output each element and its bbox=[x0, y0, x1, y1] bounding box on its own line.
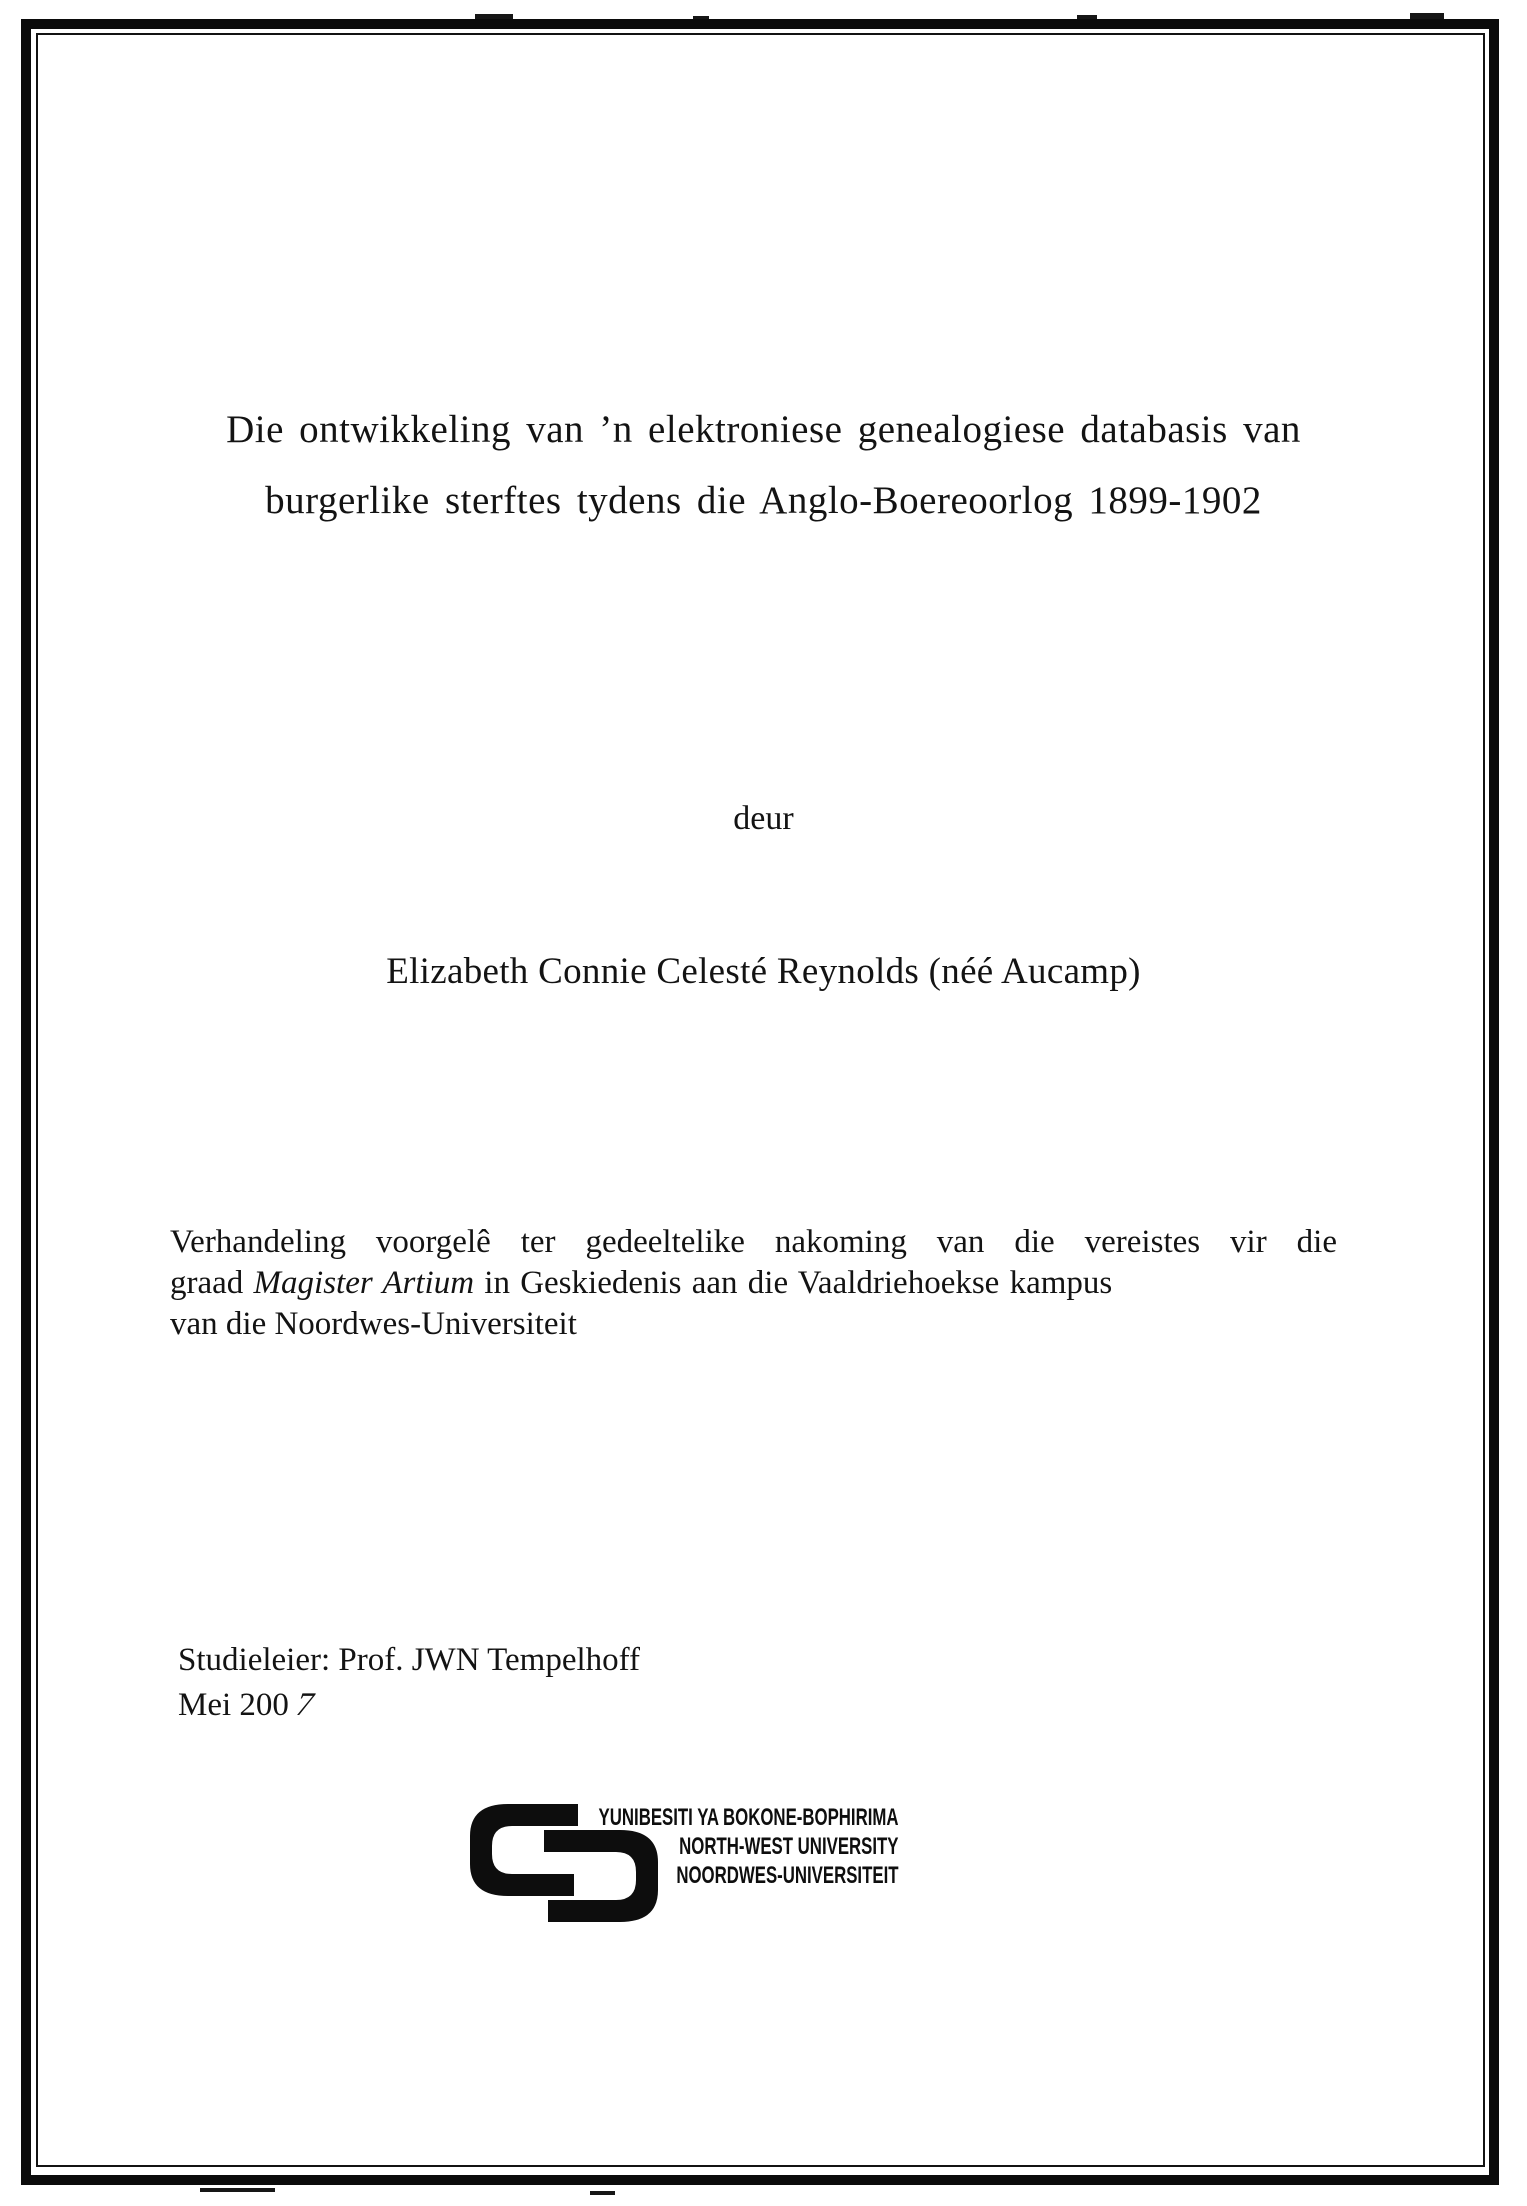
byline-label: deur bbox=[733, 800, 794, 837]
degree-statement bbox=[170, 1222, 1337, 1345]
scan-artifact bbox=[590, 2191, 615, 2195]
thesis-title bbox=[85, 394, 1442, 536]
supervisor-block bbox=[178, 1638, 640, 1728]
date-final-digit: 7 bbox=[290, 1687, 319, 1723]
nwu-logo-text-line-2: NORTH-WEST UNIVERSITY bbox=[678, 1833, 898, 1860]
degree-line2-suffix: in Geskiedenis aan die Vaaldriehoekse kampus bbox=[474, 1265, 1113, 1301]
supervisor-line: Studieleier: Prof. JWN Tempelhoff bbox=[178, 1642, 641, 1678]
degree-line2-prefix: graad bbox=[170, 1265, 254, 1301]
scan-artifact bbox=[200, 2188, 275, 2192]
nwu-logo-text-line-3: NOORDWES-UNIVERSITEIT bbox=[675, 1862, 898, 1889]
date-line bbox=[178, 1683, 640, 1728]
degree-statement-line-3: van die Noordwes-Universiteit bbox=[170, 1306, 577, 1342]
author-name: Elizabeth Connie Celesté Reynolds (néé Aucamp) bbox=[386, 951, 1141, 992]
nwu-logo-text bbox=[598, 1803, 898, 1890]
thesis-title-line-1: Die ontwikkeling van ’n elektroniese genealogiese databasis van bbox=[226, 408, 1301, 451]
nwu-logo-text-line-1: YUNIBESITI YA BOKONE-BOPHIRIMA bbox=[598, 1804, 898, 1831]
thesis-title-line-2: burgerlike sterftes tydens die Anglo-Boereoorlog 1899-1902 bbox=[265, 479, 1262, 522]
degree-statement-line-2 bbox=[170, 1263, 1337, 1304]
date-prefix: Mei 200 bbox=[178, 1687, 289, 1723]
degree-statement-line-1: Verhandeling voorgelê ter gedeeltelike nakoming van die vereistes vir die bbox=[170, 1224, 1337, 1260]
degree-name-italic: Magister Artium bbox=[253, 1265, 475, 1301]
